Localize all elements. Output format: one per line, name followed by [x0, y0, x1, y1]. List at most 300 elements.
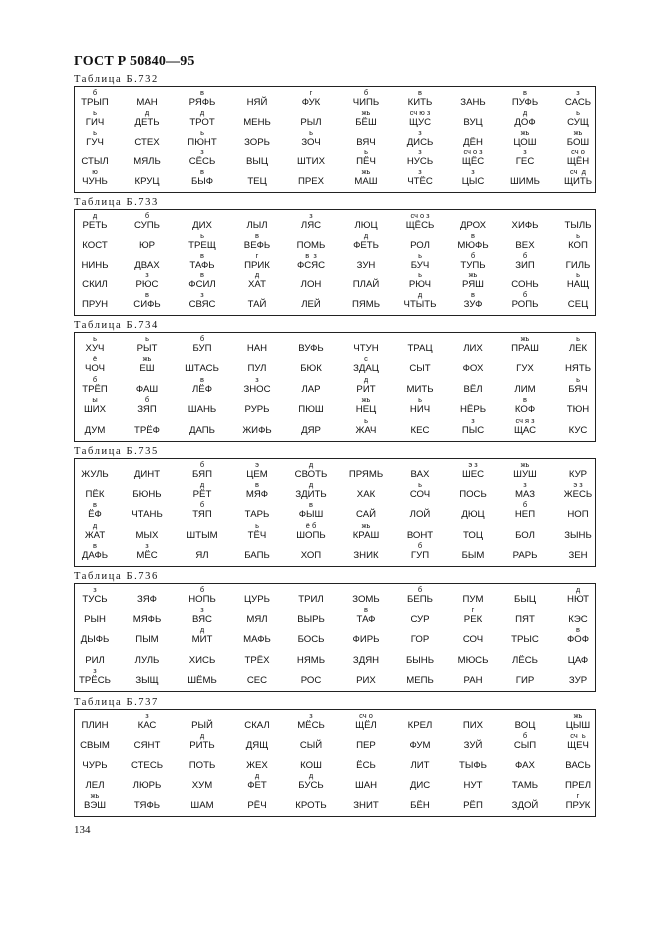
- word-table: [74, 332, 596, 442]
- sound-mark: сч я з: [515, 415, 535, 425]
- table-cell: [228, 335, 286, 354]
- sound-mark: [66, 712, 124, 720]
- sound-mark: ь: [576, 270, 580, 280]
- table-cell: [496, 732, 554, 751]
- table-cell: [118, 291, 176, 310]
- table-cell: [496, 606, 554, 625]
- sound-mark: д: [254, 771, 260, 780]
- sound-mark: [282, 792, 340, 800]
- table-cell: [444, 606, 502, 625]
- sound-mark: [282, 667, 340, 675]
- syllable-word: ЁСЬ: [356, 760, 376, 771]
- table-cell: [496, 647, 554, 666]
- syllable-word: ЛЮЦ: [354, 220, 378, 231]
- sound-mark: б: [417, 540, 423, 550]
- table-cell: [391, 148, 449, 167]
- syllable-word: РЁТ: [192, 489, 212, 501]
- table-cell: [173, 291, 231, 310]
- table-cell: [173, 129, 231, 148]
- table-cell: [173, 772, 231, 791]
- table-cell: [549, 647, 607, 666]
- sound-mark: ь: [309, 127, 313, 137]
- syllable-word: ЗНИК: [353, 549, 379, 561]
- table-cell: [66, 752, 124, 771]
- table-cell: [337, 271, 395, 290]
- table-cell: [118, 647, 176, 666]
- sound-mark: [496, 712, 554, 720]
- syllable-word: ШОПЬ: [296, 529, 326, 541]
- syllable-word: ВОНТ: [406, 529, 434, 541]
- sound-mark: [118, 252, 176, 260]
- sound-mark: [173, 752, 231, 760]
- sound-mark: [118, 772, 176, 780]
- sound-mark: г: [309, 88, 313, 97]
- table-cell: [549, 376, 607, 395]
- table-cell: [66, 89, 124, 108]
- syllable-word: ГИЧ: [85, 116, 105, 128]
- sound-mark: [496, 626, 554, 634]
- table-cell: [228, 168, 286, 187]
- sound-mark: [228, 712, 286, 720]
- table-cell: [337, 732, 395, 751]
- sound-mark: [282, 232, 340, 240]
- syllable-word: ВАХ: [410, 469, 430, 480]
- sound-mark: [549, 212, 607, 220]
- syllable-word: БЫМ: [461, 549, 485, 561]
- sound-mark: жь: [468, 270, 478, 280]
- sound-mark: [228, 109, 286, 117]
- sound-mark: б: [417, 585, 423, 594]
- sound-mark: [391, 667, 449, 675]
- table-cell: [496, 232, 554, 251]
- table-cell: [228, 772, 286, 791]
- table-cell: [282, 461, 340, 480]
- sound-mark: з: [523, 480, 527, 490]
- syllable-word: ГИЛЬ: [565, 259, 591, 271]
- syllable-word: ПЯМЬ: [351, 299, 381, 311]
- table-cell: [173, 481, 231, 500]
- syllable-word: БЁН: [410, 800, 430, 811]
- syllable-word: ЖАЧ: [355, 424, 377, 436]
- sound-mark: [496, 376, 554, 384]
- syllable-word: ЯЛ: [195, 549, 209, 561]
- syllable-word: ПЫС: [461, 424, 485, 436]
- sound-mark: сч о з: [410, 211, 430, 220]
- sound-mark: [337, 792, 395, 800]
- syllable-word: ПЁК: [85, 489, 105, 501]
- syllable-word: МЯЛЬ: [133, 156, 161, 168]
- sound-mark: [496, 522, 554, 530]
- sound-mark: б: [92, 88, 98, 97]
- table-cell: [118, 335, 176, 354]
- sound-mark: [496, 606, 554, 614]
- sound-mark: [118, 481, 176, 489]
- syllable-word: ЗОРЬ: [244, 136, 270, 148]
- syllable-word: СТЕСЬ: [130, 760, 164, 771]
- table-cell: [228, 626, 286, 645]
- syllable-word: ЦЕМ: [246, 469, 268, 480]
- table-cell: [391, 376, 449, 395]
- sound-mark: ь: [576, 230, 580, 240]
- sound-mark: [118, 586, 176, 594]
- sound-mark: [496, 752, 554, 760]
- syllable-word: ЕШ: [139, 363, 155, 375]
- table-cell: [118, 148, 176, 167]
- syllable-word: ДЮЦ: [461, 509, 485, 521]
- table-cell: [282, 667, 340, 686]
- syllable-word: РАН: [463, 674, 483, 686]
- table-cell: [496, 501, 554, 520]
- sound-mark: э: [255, 460, 259, 469]
- table-cell: [66, 647, 124, 666]
- table-cell: [282, 376, 340, 395]
- table-cell: [496, 396, 554, 415]
- sound-mark: [66, 252, 124, 260]
- sound-mark: [66, 271, 124, 279]
- syllable-word: ТРЁХ: [244, 654, 270, 666]
- sound-mark: сч д: [570, 167, 586, 177]
- sound-mark: [444, 129, 502, 137]
- syllable-word: ТРЫС: [511, 634, 539, 646]
- table-cell: [496, 129, 554, 148]
- sound-mark: с: [364, 354, 368, 364]
- table-cell: [391, 168, 449, 187]
- syllable-word: ТАМЬ: [511, 780, 539, 791]
- sound-mark: [118, 606, 176, 614]
- syllable-word: ПОМЬ: [296, 239, 326, 251]
- table-cell: [118, 129, 176, 148]
- table-cell: [66, 626, 124, 645]
- syllable-word: ДИСЬ: [406, 136, 434, 148]
- syllable-word: ВЁЛ: [463, 383, 483, 395]
- syllable-word: ЩИТЬ: [563, 176, 593, 188]
- syllable-word: ГУП: [410, 549, 430, 561]
- sound-mark: в: [200, 374, 204, 384]
- syllable-word: ПЯТ: [515, 614, 535, 626]
- syllable-word: ПУФЬ: [511, 97, 539, 108]
- sound-mark: з: [255, 374, 259, 384]
- table-cell: [391, 335, 449, 354]
- syllable-word: ПРИК: [244, 259, 270, 271]
- table-cell: [173, 168, 231, 187]
- table-cell: [337, 712, 395, 731]
- syllable-word: РЫН: [84, 614, 106, 626]
- sound-mark: ё: [92, 354, 98, 364]
- table-cell: [282, 586, 340, 605]
- syllable-word: КРОТЬ: [295, 800, 327, 811]
- table-cell: [337, 291, 395, 310]
- syllable-word: НЯМЬ: [296, 654, 326, 666]
- table-cell: [66, 335, 124, 354]
- table-cell: [444, 89, 502, 108]
- sound-mark: [66, 417, 124, 425]
- sound-mark: [549, 355, 607, 363]
- sound-mark: [444, 772, 502, 780]
- sound-mark: [66, 461, 124, 469]
- syllable-word: ЦАФ: [567, 654, 589, 666]
- sound-mark: [391, 522, 449, 530]
- table-cell: [337, 396, 395, 415]
- sound-mark: ь: [576, 334, 580, 343]
- table-cell: [444, 396, 502, 415]
- syllable-word: РИТ: [356, 383, 376, 395]
- table-cell: [118, 109, 176, 128]
- table-cell: [549, 89, 607, 108]
- table-cell: [496, 626, 554, 645]
- syllable-word: РОЛ: [410, 239, 430, 251]
- syllable-word: БОШ: [566, 136, 590, 148]
- table-cell: [337, 752, 395, 771]
- sound-mark: [118, 461, 176, 469]
- table-cell: [282, 148, 340, 167]
- sound-mark: [391, 712, 449, 720]
- syllable-word: ТЫЛЬ: [564, 220, 592, 231]
- table-cell: [282, 501, 340, 520]
- syllable-word: ДАФЬ: [81, 549, 109, 561]
- table-cell: [173, 212, 231, 231]
- syllable-word: ХУЧ: [85, 343, 105, 354]
- syllable-word: НЯТЬ: [564, 363, 591, 375]
- syllable-word: КОП: [568, 239, 588, 251]
- sound-mark: б: [522, 290, 528, 300]
- table-cell: [173, 376, 231, 395]
- syllable-word: ЧТАНЬ: [131, 509, 163, 521]
- syllable-word: ФАХ: [515, 760, 535, 771]
- table-cell: [173, 606, 231, 625]
- table-cell: [66, 376, 124, 395]
- sound-mark: [228, 501, 286, 509]
- sound-mark: [444, 647, 502, 655]
- syllable-word: РИЛ: [85, 654, 105, 666]
- sound-mark: [391, 232, 449, 240]
- syllable-word: КОФ: [514, 404, 536, 416]
- sound-mark: б: [522, 731, 528, 740]
- table-cell: [496, 542, 554, 561]
- table-cell: [444, 712, 502, 731]
- syllable-word: ФЫШ: [298, 509, 324, 521]
- table-cell: [118, 792, 176, 811]
- syllable-word: ДЯЩ: [245, 740, 269, 751]
- syllable-word: ПЕР: [356, 740, 376, 751]
- sound-mark: г: [255, 250, 259, 260]
- sound-mark: [549, 647, 607, 655]
- syllable-word: ШЁМЬ: [187, 674, 217, 686]
- syllable-word: ВАСЬ: [565, 760, 591, 771]
- table-cell: [549, 461, 607, 480]
- sound-mark: [337, 271, 395, 279]
- table-cell: [391, 109, 449, 128]
- sound-mark: э з: [573, 480, 583, 490]
- syllable-word: ТАЙ: [247, 299, 267, 311]
- syllable-word: ЗЕН: [568, 549, 588, 561]
- sound-mark: [66, 772, 124, 780]
- sound-mark: ю: [92, 167, 98, 177]
- table-cell: [337, 252, 395, 271]
- sound-mark: ь: [200, 230, 204, 240]
- syllable-word: МЯФ: [245, 489, 269, 501]
- table-cell: [228, 792, 286, 811]
- table-cell: [282, 252, 340, 271]
- sound-mark: з: [309, 211, 313, 220]
- sound-mark: [496, 772, 554, 780]
- table-cell: [173, 252, 231, 271]
- table-cell: [173, 417, 231, 436]
- syllable-word: КЭС: [568, 614, 588, 626]
- syllable-word: БЫНЬ: [405, 654, 434, 666]
- sound-mark: в: [200, 167, 204, 177]
- syllable-word: БУП: [192, 343, 212, 354]
- syllable-word: НУСЬ: [406, 156, 434, 168]
- sound-mark: в: [145, 290, 149, 300]
- sound-mark: [391, 335, 449, 343]
- syllable-word: ДЯР: [301, 424, 321, 436]
- syllable-word: ТРИЛ: [298, 594, 324, 605]
- table-cell: [549, 335, 607, 354]
- table-cell: [228, 417, 286, 436]
- sound-mark: [549, 396, 607, 404]
- sound-mark: [549, 252, 607, 260]
- table-cell: [66, 501, 124, 520]
- sound-mark: [549, 522, 607, 530]
- table-cell: [173, 271, 231, 290]
- table-cell: [173, 335, 231, 354]
- word-table: [74, 709, 596, 817]
- sound-mark: [228, 129, 286, 137]
- sound-mark: д: [199, 625, 205, 635]
- table-cell: [337, 376, 395, 395]
- sound-mark: ь: [418, 270, 422, 280]
- sound-mark: [444, 586, 502, 594]
- table-cell: [228, 89, 286, 108]
- syllable-word: РОПЬ: [511, 299, 539, 311]
- syllable-word: ВЭШ: [83, 800, 107, 811]
- sound-mark: [444, 522, 502, 530]
- sound-mark: ь: [364, 147, 368, 157]
- sound-mark: б: [144, 211, 150, 220]
- syllable-word: ПЛАЙ: [352, 279, 380, 291]
- table-cell: [549, 772, 607, 791]
- syllable-word: ПУЛ: [247, 363, 267, 375]
- table-cell: [496, 109, 554, 128]
- table-cell: [391, 501, 449, 520]
- table-cell: [282, 417, 340, 436]
- syllable-word: МЁСЬ: [297, 720, 325, 731]
- syllable-word: ЛОН: [300, 279, 322, 291]
- table-cell: [496, 355, 554, 374]
- syllable-word: РЕТЬ: [82, 220, 108, 231]
- table-cell: [173, 626, 231, 645]
- sound-mark: [496, 586, 554, 594]
- syllable-word: ДИС: [409, 780, 431, 791]
- sound-mark: г: [576, 791, 580, 800]
- syllable-word: НОПЬ: [188, 594, 216, 605]
- table-cell: [66, 168, 124, 187]
- syllable-word: ТАФЬ: [189, 259, 215, 271]
- sound-mark: [118, 522, 176, 530]
- table-cell: [444, 335, 502, 354]
- syllable-word: ЛЫЛ: [246, 220, 268, 231]
- sound-mark: [228, 291, 286, 299]
- syllable-word: МЮФЬ: [457, 239, 489, 251]
- syllable-word: МЕПЬ: [406, 674, 434, 686]
- table-cell: [337, 481, 395, 500]
- syllable-word: ТЁЧ: [247, 529, 267, 541]
- sound-mark: з: [309, 711, 313, 720]
- table-cell: [173, 396, 231, 415]
- table-cell: [66, 417, 124, 436]
- table-cell: [66, 586, 124, 605]
- table-cell: [444, 271, 502, 290]
- sound-mark: жь: [520, 460, 530, 469]
- syllable-word: ЛЮРЬ: [132, 780, 162, 791]
- sound-mark: б: [144, 395, 150, 405]
- table-cell: [496, 376, 554, 395]
- syllable-word: ШИХ: [83, 404, 107, 416]
- syllable-word: ПЮШ: [298, 404, 324, 416]
- sound-mark: в з: [305, 250, 317, 260]
- sound-mark: [337, 212, 395, 220]
- sound-mark: з: [200, 605, 204, 615]
- sound-mark: [444, 732, 502, 740]
- table-cell: [549, 586, 607, 605]
- syllable-word: НУТ: [463, 780, 483, 791]
- syllable-word: ВЯЧ: [356, 136, 376, 148]
- table-cell: [228, 252, 286, 271]
- sound-mark: [391, 752, 449, 760]
- syllable-word: ЗДЯН: [352, 654, 380, 666]
- table-cell: [391, 792, 449, 811]
- sound-mark: [391, 732, 449, 740]
- table-cell: [282, 212, 340, 231]
- table-cell: [66, 792, 124, 811]
- syllable-word: НЁРЬ: [459, 404, 487, 416]
- sound-mark: з: [145, 540, 149, 550]
- sound-mark: [282, 647, 340, 655]
- sound-mark: в: [471, 290, 475, 300]
- syllable-word: РЕК: [463, 614, 483, 626]
- table-cell: [549, 667, 607, 686]
- syllable-word: ЗАНЬ: [460, 97, 486, 108]
- sound-mark: [228, 542, 286, 550]
- sound-mark: жь: [361, 395, 371, 405]
- syllable-word: ЗДОЙ: [511, 800, 539, 811]
- syllable-word: ЮР: [138, 239, 156, 251]
- table-cell: [337, 667, 395, 686]
- sound-mark: з: [471, 167, 475, 177]
- sound-mark: [282, 291, 340, 299]
- sound-mark: [282, 335, 340, 343]
- syllable-word: КУС: [568, 424, 588, 436]
- sound-mark: ё б: [305, 520, 317, 530]
- syllable-word: БЮК: [300, 363, 322, 375]
- sound-mark: [118, 752, 176, 760]
- table-cell: [444, 522, 502, 541]
- syllable-word: ЗУФ: [463, 299, 483, 311]
- sound-mark: б: [199, 460, 205, 469]
- syllable-word: МАФЬ: [243, 634, 271, 646]
- sound-mark: [282, 168, 340, 176]
- syllable-word: СЕЦ: [567, 299, 589, 311]
- sound-mark: сч ь: [570, 731, 586, 740]
- syllable-word: ЩЁН: [566, 156, 590, 168]
- syllable-word: ПРЕЛ: [565, 780, 591, 791]
- sound-mark: [444, 396, 502, 404]
- table-cell: [173, 355, 231, 374]
- syllable-word: ТОЦ: [463, 529, 483, 541]
- sound-mark: в: [200, 270, 204, 280]
- table-cell: [118, 168, 176, 187]
- table-cell: [391, 129, 449, 148]
